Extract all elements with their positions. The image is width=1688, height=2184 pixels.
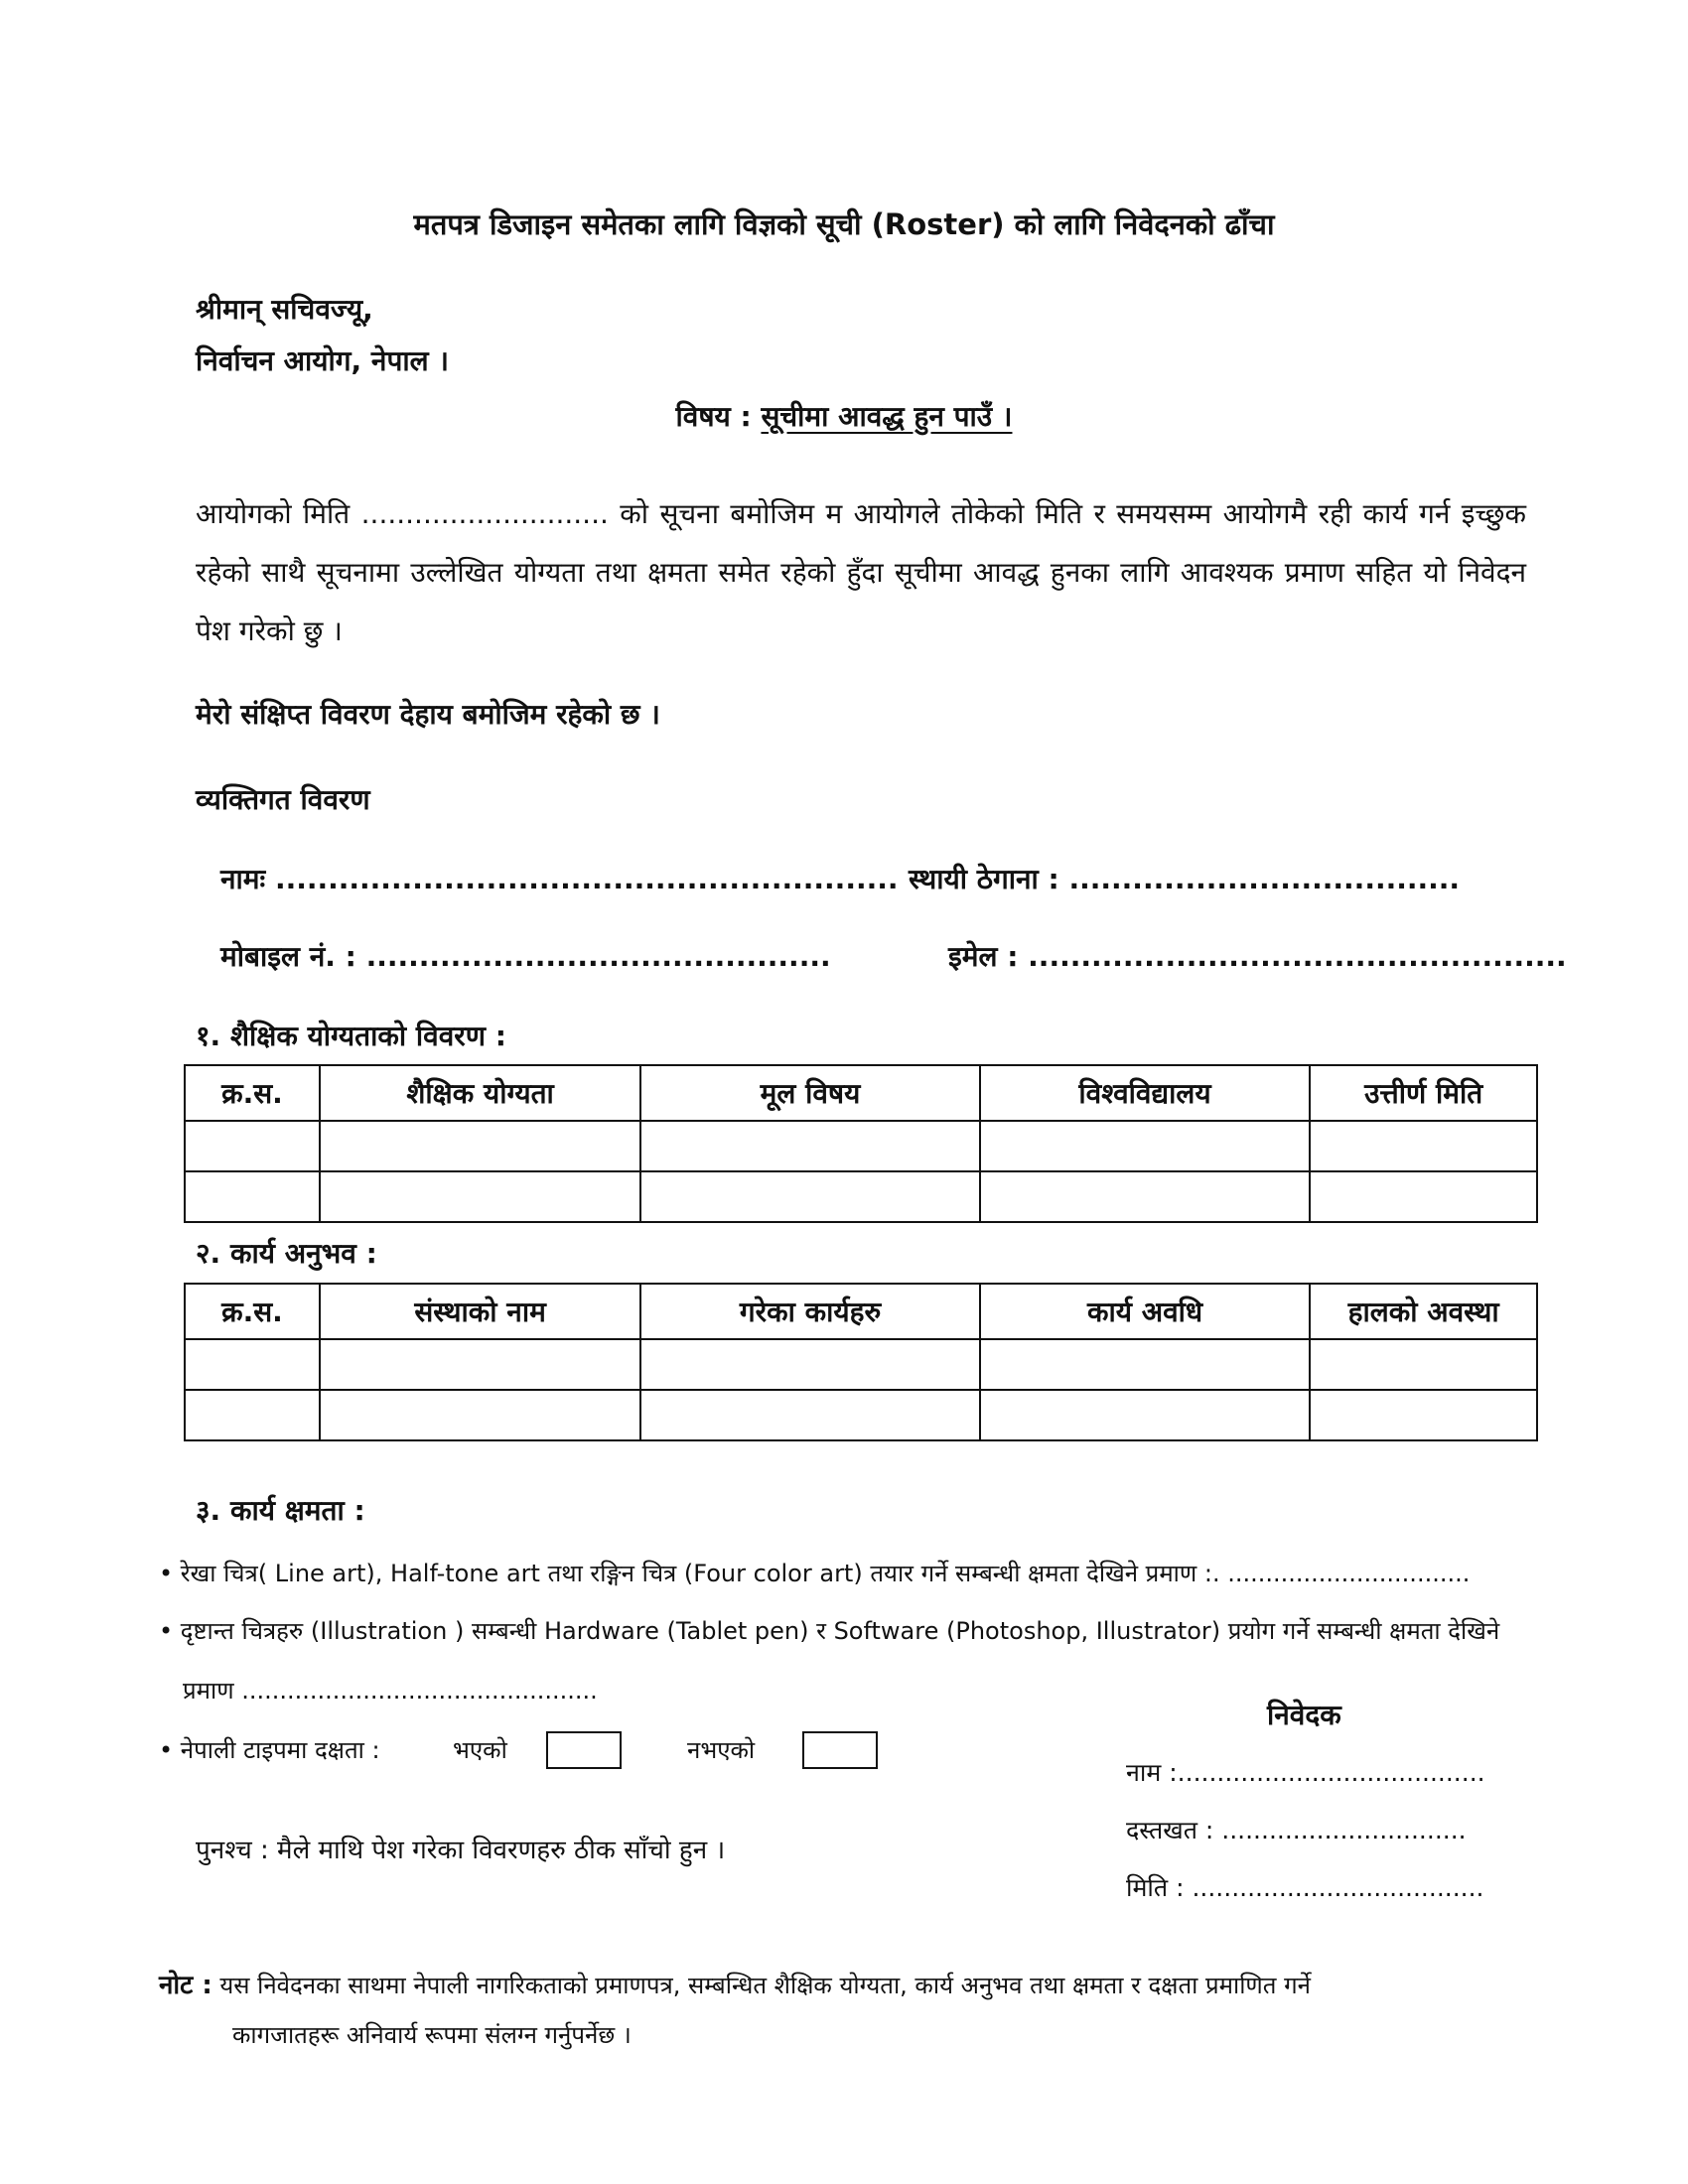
column-header: विश्वविद्यालय <box>980 1065 1311 1121</box>
column-header: क्र.स. <box>185 1065 320 1121</box>
bullet-nepali-typing <box>159 1733 380 1766</box>
table-cell[interactable] <box>1310 1171 1537 1222</box>
experience-heading: २. कार्य अनुभव : <box>196 1237 377 1270</box>
table-cell[interactable] <box>1310 1390 1537 1440</box>
table-cell[interactable] <box>640 1121 979 1171</box>
option-no-label: नभएको <box>687 1736 756 1764</box>
education-header-row <box>185 1065 1537 1121</box>
column-header: शैक्षिक योग्यता <box>320 1065 640 1121</box>
experience-header-row <box>185 1284 1537 1339</box>
table-cell[interactable] <box>640 1171 979 1222</box>
mobile-number-field[interactable]: मोबाइल नं. : ............................................ <box>220 940 831 973</box>
experience-table <box>184 1283 1538 1441</box>
note-line-2: कागजातहरू अनिवार्य रूपमा संलग्न गर्नुपर्नेछ । <box>232 2021 632 2049</box>
table-row <box>185 1121 1537 1171</box>
column-header: मूल विषय <box>640 1065 979 1121</box>
subject-line <box>0 397 1688 435</box>
table-row <box>185 1339 1537 1390</box>
subject-text: सूचीमा आवद्ध हुन पाउँ । <box>761 400 1013 433</box>
declaration: पुनश्च : मैले माथि पेश गरेका विवरणहरु ठीक साँचो हुन । <box>196 1836 726 1865</box>
applicant-signature-field[interactable]: दस्तखत : ............................... <box>1126 1816 1467 1844</box>
column-header: उत्तीर्ण मिति <box>1310 1065 1537 1121</box>
applicant-heading: निवेदक <box>1267 1699 1341 1731</box>
column-header: संस्थाको नाम <box>320 1284 641 1339</box>
name-field[interactable]: नामः ........................................................... <box>220 863 899 895</box>
table-row <box>185 1390 1537 1440</box>
form-title: मतपत्र डिजाइन समेतका लागि विज्ञको सूची (Roster) को लागि निवेदनको ढाँचा <box>413 207 1275 241</box>
option-yes-checkbox[interactable] <box>546 1731 622 1769</box>
column-header: हालको अवस्था <box>1310 1284 1537 1339</box>
column-header: कार्य अवधि <box>980 1284 1310 1339</box>
bullet-icon: • <box>159 1617 181 1645</box>
note-label: नोट : <box>159 1971 212 2000</box>
table-cell[interactable] <box>185 1339 320 1390</box>
option-yes-label: भएको <box>453 1736 507 1764</box>
line-art-proof-field[interactable]: रेखा चित्र( Line art), Half-tone art तथा रङ्गिन चित्र (Four color art) तयार गर्ने सम्बन्धी क्षमता देखिने प्रमाण :. ................................ <box>180 1560 1471 1587</box>
table-cell[interactable] <box>980 1390 1310 1440</box>
column-header: क्र.स. <box>185 1284 320 1339</box>
subject-label: विषय : <box>675 400 752 433</box>
note-line-1 <box>159 1962 1311 2009</box>
email-field[interactable]: इमेल : ................................................... <box>948 940 1567 973</box>
permanent-address-field[interactable]: स्थायी ठेगाना : ..................................... <box>909 863 1461 895</box>
column-header: गरेका कार्यहरु <box>640 1284 979 1339</box>
note-text-1: यस निवेदनका साथमा नेपाली नागरिकताको प्रमाणपत्र, सम्बन्धित शैक्षिक योग्यता, कार्य अनुभव तथा क्षमता र दक्षता प्रमाणित गर्ने <box>219 1972 1311 1999</box>
table-cell[interactable] <box>980 1121 1311 1171</box>
table-cell[interactable] <box>1310 1121 1537 1171</box>
bullet-icon: • <box>159 1736 181 1764</box>
bullet-line-art <box>159 1557 1470 1589</box>
table-cell[interactable] <box>320 1339 641 1390</box>
education-table <box>184 1064 1538 1223</box>
salutation-line-2: निर्वाचन आयोग, नेपाल । <box>196 344 449 377</box>
table-cell[interactable] <box>185 1390 320 1440</box>
applicant-date-field[interactable]: मिति : ..................................... <box>1126 1873 1484 1902</box>
bullet-illustration <box>159 1614 1499 1647</box>
table-cell[interactable] <box>980 1171 1311 1222</box>
table-cell[interactable] <box>640 1339 979 1390</box>
capability-heading: ३. कार्य क्षमता : <box>196 1494 365 1527</box>
personal-details-heading: व्यक्तिगत विवरण <box>196 783 370 816</box>
illustration-proof-field[interactable]: प्रमाण ............................................... <box>183 1677 598 1705</box>
applicant-name-field[interactable]: नाम :....................................... <box>1126 1758 1485 1787</box>
table-cell[interactable] <box>185 1171 320 1222</box>
table-cell[interactable] <box>320 1171 640 1222</box>
body-paragraph: आयोगको मिति ............................ को सूचना बमोजिम म आयोगले तोकेको मिति र समयसम्म आयोगमै रही कार्य गर्न इच्छुक रहेको साथै सूचनामा उल्लेखित योग्यता तथा क्षमता समेत रहेको हुँदा सूचीमा आवद्ध हुनका लागि आवश्यक प्रमाण सहित यो निवेदन पेश गरेको छु । <box>196 497 1526 647</box>
table-cell[interactable] <box>185 1121 320 1171</box>
table-cell[interactable] <box>320 1390 641 1440</box>
table-cell[interactable] <box>980 1339 1310 1390</box>
table-cell[interactable] <box>320 1121 640 1171</box>
education-heading: १. शैक्षिक योग्यताको विवरण : <box>196 1020 506 1052</box>
bullet-icon: • <box>159 1560 181 1587</box>
summary-line: मेरो संक्षिप्त विवरण देहाय बमोजिम रहेको छ । <box>196 698 660 731</box>
option-no-checkbox[interactable] <box>802 1731 878 1769</box>
table-row <box>185 1171 1537 1222</box>
table-cell[interactable] <box>1310 1339 1537 1390</box>
illustration-text: दृष्टान्त चित्रहरु (Illustration ) सम्बन्धी Hardware (Tablet pen) र Software (Photoshop, Illustrator) प्रयोग गर्ने सम्बन्धी क्षमता देखिने <box>180 1617 1500 1645</box>
salutation-line-1: श्रीमान् सचिवज्यू, <box>196 293 373 326</box>
nepali-typing-label: नेपाली टाइपमा दक्षता : <box>180 1736 380 1764</box>
table-cell[interactable] <box>640 1390 979 1440</box>
